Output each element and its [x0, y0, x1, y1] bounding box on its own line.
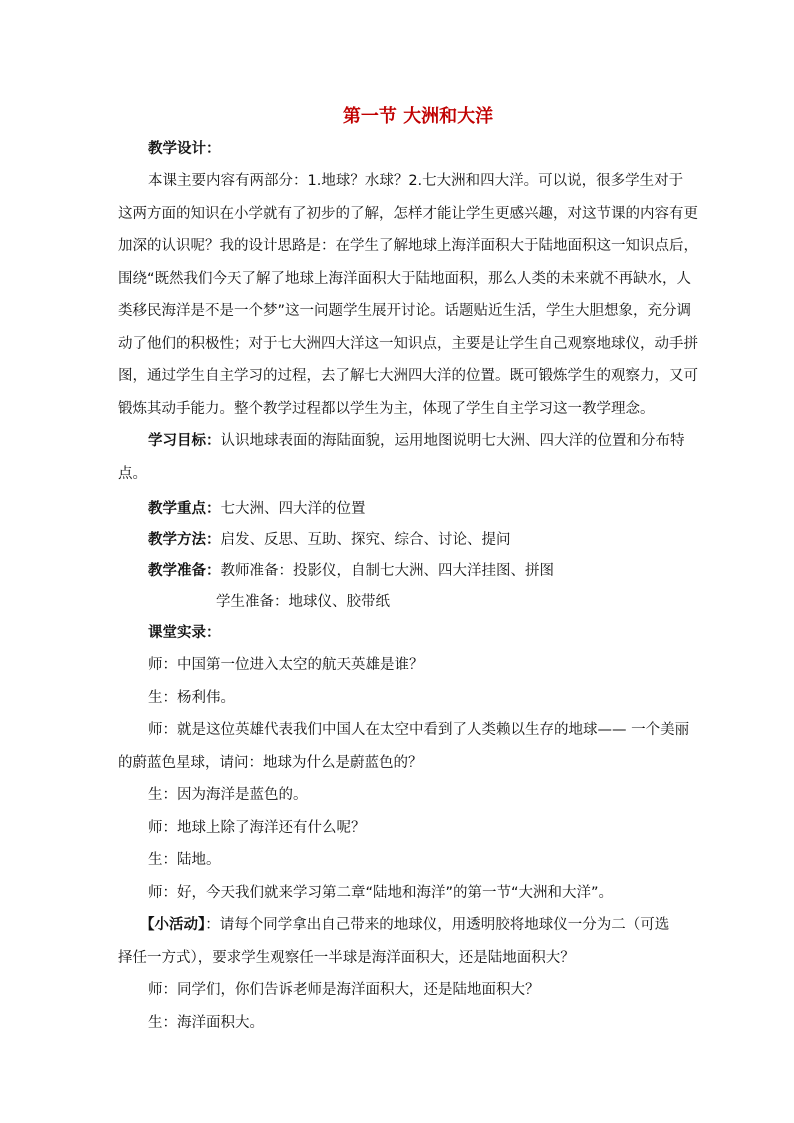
dialogue [118, 649, 690, 909]
activity-label: 【小活动】 [140, 917, 206, 933]
learning-goal-label: 学习目标： [148, 433, 221, 449]
paragraph-line: 类移民海洋是不是一个梦”这一问题学生展开讨论。话题贴近生活，学生大胆想象，充分调 [118, 303, 692, 319]
dialogue-line: 的蔚蓝色星球，请问：地球为什么是蔚蓝色的？ [118, 754, 423, 771]
paragraph-line: 本课主要内容有两部分：1.地球？水球？2.七大洲和四大洋。可以说，很多学生对于 [148, 173, 684, 189]
paragraph-line: 围绕“既然我们今天了解了地球上海洋面积大于陆地面积，那么人类的未来就不再缺水，人 [118, 270, 692, 287]
activity [118, 909, 678, 942]
key-point-text: 七大洲、四大洋的位置 [220, 501, 366, 517]
dialogue-line: 生：杨利伟。 [148, 689, 235, 706]
learning-goal-text: 认识地球表面的海陆面貌，运用地图说明七大洲、四大洋的位置和分布特 [220, 433, 685, 449]
dialogue-line: 生：海洋面积大。 [148, 1014, 264, 1031]
page-title: 第一节 大洲和大洋 [342, 106, 494, 127]
teaching-method-text: 启发、反思、互助、探究、综合、讨论、提问 [220, 532, 511, 548]
document-body [118, 100, 698, 1039]
student-preparation: 学生准备：地球仪、胶带纸 [216, 594, 390, 610]
learning-goal-continued: 点。 [118, 465, 147, 482]
teaching-method [118, 525, 678, 556]
teaching-method-label: 教学方法： [148, 532, 221, 548]
dialogue-line: 师：就是这位英雄代表我们中国人在太空中看到了人类赖以生存的地球—— 一个美丽 [148, 722, 690, 738]
dialogue-line: 师：地球上除了海洋还有什么呢？ [148, 819, 366, 836]
design-heading: 教学设计： [148, 141, 221, 157]
dialogue-line: 师：同学们，你们告诉老师是海洋面积大，还是陆地面积大？ [148, 982, 540, 998]
activity-continued: 择任一方式），要求学生观察任一半球是海洋面积大，还是陆地面积大？ [118, 949, 575, 966]
paragraph-line: 锻炼其动手能力。整个教学过程都以学生为主，体现了学生自主学习这一教学理念。 [118, 400, 655, 417]
paragraph-line: 图，通过学生自主学习的过程，去了解七大洲四大洋的位置。既可锻炼学生的观察力，又可 [118, 368, 698, 384]
paragraph-line: 这两方面的知识在小学就有了初步的了解，怎样才能让学生更感兴趣，对这节课的内容有更 [118, 205, 698, 222]
design-paragraph [118, 165, 698, 425]
activity-text: ：请每个同学拿出自己带来的地球仪，用透明胶将地球仪一分为二（可选 [205, 917, 670, 933]
learning-goal [118, 425, 685, 458]
paragraph-line: 加深的认识呢？我的设计思路是：在学生了解地球上海洋面积大于陆地面积这一知识点后， [118, 238, 698, 254]
paragraph-line: 动了他们的积极性；对于七大洲四大洋这一知识点，主要是让学生自己观察地球仪，动手拼 [118, 335, 698, 352]
dialogue-line: 师：好，今天我们就来学习第二章“陆地和海洋”的第一节“大洲和大洋”。 [148, 884, 614, 901]
dialogue-2 [118, 974, 678, 1039]
record-heading: 课堂实录： [148, 625, 221, 641]
teaching-preparation [118, 556, 678, 587]
key-point-label: 教学重点： [148, 501, 221, 517]
teacher-preparation: 教师准备：投影仪，自制七大洲、四大洋挂图、拼图 [220, 563, 554, 579]
preparation-label: 教学准备： [148, 563, 221, 579]
dialogue-line: 生：陆地。 [148, 852, 221, 868]
dialogue-line: 生：因为海洋是蓝色的。 [148, 787, 308, 803]
dialogue-line: 师：中国第一位进入太空的航天英雄是谁？ [148, 657, 424, 673]
key-point [118, 494, 678, 525]
